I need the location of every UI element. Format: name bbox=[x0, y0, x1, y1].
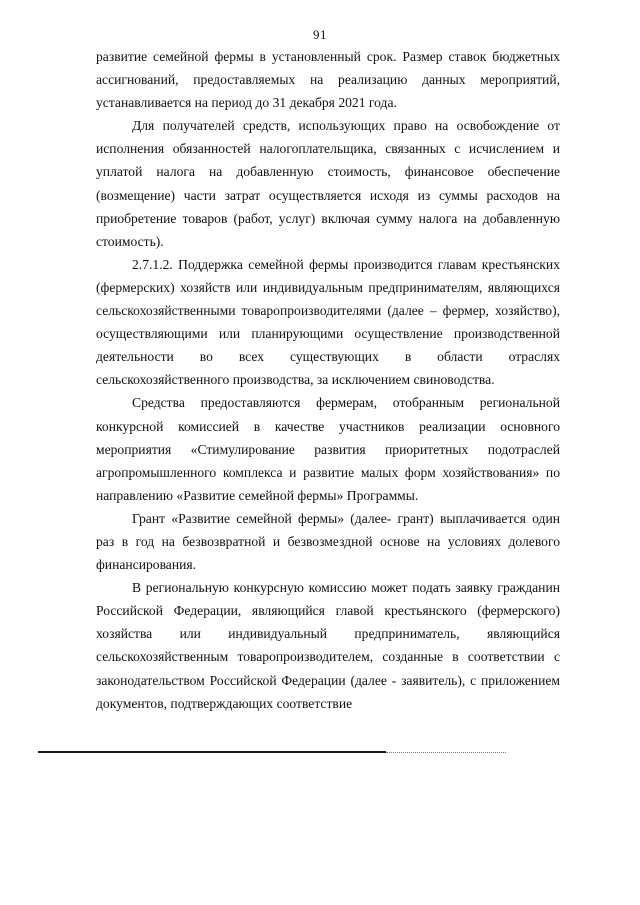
footer-divider bbox=[38, 751, 386, 753]
footer-divider-tail bbox=[386, 752, 506, 753]
paragraph-funds-provided: Средства предоставляются фермерам, отобранным региональной конкурсной комиссией в качестве участников реализации основного мероприятия «Стимулирование развития приоритетных подотраслей агропромышленного комплекса и развитие малых форм хозяйствования» по направлению «Развитие семейной фермы» Программы. bbox=[96, 395, 560, 503]
paragraph-applicant: В региональную конкурсную комиссию может подать заявку гражданин Российской Федерации, являющийся главой крестьянского (фермерского) хозяйства или индивидуальный предприниматель, являющийся сельскохозяйственным товаропроизводителем, созданные в соответствии с законодательством Российской Федерации (далее - заявитель), с приложением документов, подтверждающих соответствие bbox=[96, 580, 560, 711]
document-body bbox=[96, 45, 560, 715]
page-number: 91 bbox=[313, 27, 327, 42]
paragraph-tax-exemption: Для получателей средств, использующих право на освобождение от исполнения обязанностей налогоплательщика, связанных с исчислением и уплатой налога на добавленную стоимость, финансовое обеспечение (возмещение) части затрат осуществляется исходя из суммы расходов на приобретение товаров (работ, услуг) включая сумму налога на добавленную стоимость). bbox=[96, 118, 560, 249]
paragraph-continuation: развитие семейной фермы в установленный срок. Размер ставок бюджетных ассигнований, предоставляемых на реализацию данных мероприятий, устанавливается на период до 31 декабря 2021 года. bbox=[96, 49, 560, 111]
paragraph-grant-terms: Грант «Развитие семейной фермы» (далее- грант) выплачивается один раз в год на безвозвратной и безвозмездной основе на условиях долевого финансирования. bbox=[96, 510, 560, 573]
paragraph-family-farm-support: 2.7.1.2. Поддержка семейной фермы производится главам крестьянских (фермерских) хозяйств или индивидуальным предпринимателям, являющихся сельскохозяйственными товаропроизводителями (далее – фермер, хозяйство), осуществляющими или планирующими осуществление производственной деятельности во всех существующих в области отраслях сельскохозяйственного производства, за исключением свиноводства. bbox=[96, 256, 560, 388]
